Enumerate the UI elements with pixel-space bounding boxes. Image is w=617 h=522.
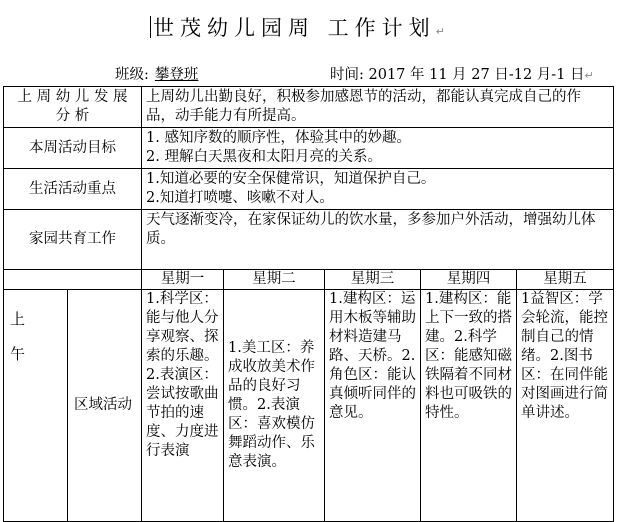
text-cursor [150,16,151,38]
analysis-row [4,87,614,128]
morning-char: 午 [10,345,26,363]
class-value: 攀登班 [154,67,199,83]
thursday-activity: 1.建构区：能上下一致的搭建。2.科学区：能感知磁铁隔着不同材料也可吸铁的特性。 [421,290,517,522]
analysis-label: 上 周 幼 儿 发 展 分 析 [4,87,142,128]
class-label: 班级: [115,67,149,83]
time-value: 时间: 2017 年 11 月 27 日-12 月-1 日 [330,67,585,83]
life-row [4,169,614,210]
life-content [142,169,614,210]
time-text [330,63,594,84]
day-header: 星期二 [224,270,325,290]
day-header-row [4,270,614,290]
goals-row [4,128,614,169]
goals-label: 本周活动目标 [4,128,142,169]
goals-content [142,128,614,169]
day-header: 星期五 [517,270,614,290]
day-header: 星期四 [421,270,517,290]
wednesday-activity: 1.建构区：运用木板等辅助材料造建马路、天桥。2.角色区：能认真倾听同伴的意见。 [325,290,421,522]
empty-header-cell [4,270,142,290]
home-label: 家园共育工作 [4,210,142,270]
goal-item: 1. 感知序数的顺序性，体验其中的妙趣。 [146,130,411,146]
morning-row [4,290,614,522]
paragraph-mark-icon: ↵ [584,69,594,82]
home-row [4,210,614,270]
weekly-plan-table [3,86,614,522]
monday-activity: 1.科学区：能与他人分享观察、探索的乐趣。2.表演区：尝试按歌曲节拍的速度、力度进行表演 [142,290,224,522]
tuesday-activity: 1.美工区：养成收放美术作品的良好习惯。2.表演区：喜欢模仿舞蹈动作、乐意表演。 [224,290,325,522]
goal-item: 2. 理解白天黑夜和太阳月亮的关系。 [146,149,382,165]
morning-char: 上 [10,310,26,328]
document-title [150,12,451,42]
paragraph-mark-icon: ↵ [435,25,451,38]
day-header: 星期一 [142,270,224,290]
home-content: 天气逐渐变冷，在家保证幼儿的饮水量，多参加户外活动，增强幼儿体质。 [142,210,614,270]
class-time-line [115,63,594,84]
friday-activity: 1益智区：学会轮流，能控制自己的情绪。2.图书区：在同伴能对图画进行简单讲述。 [517,290,614,522]
analysis-content: 上周幼儿出勤良好，积极参加感恩节的活动，都能认真完成自己的作品，动手能力有所提高。 [142,87,614,128]
morning-label [4,290,68,522]
region-activity-label: 区域活动 [68,290,142,522]
day-header: 星期三 [325,270,421,290]
title-text: 世茂幼儿园周 工作计划 [153,16,436,40]
life-item: 2.知道打喷嚏、咳嗽不对人。 [146,190,334,206]
life-label: 生活活动重点 [4,169,142,210]
life-item: 1.知道必要的安全保健常识，知道保护自己。 [146,171,436,187]
